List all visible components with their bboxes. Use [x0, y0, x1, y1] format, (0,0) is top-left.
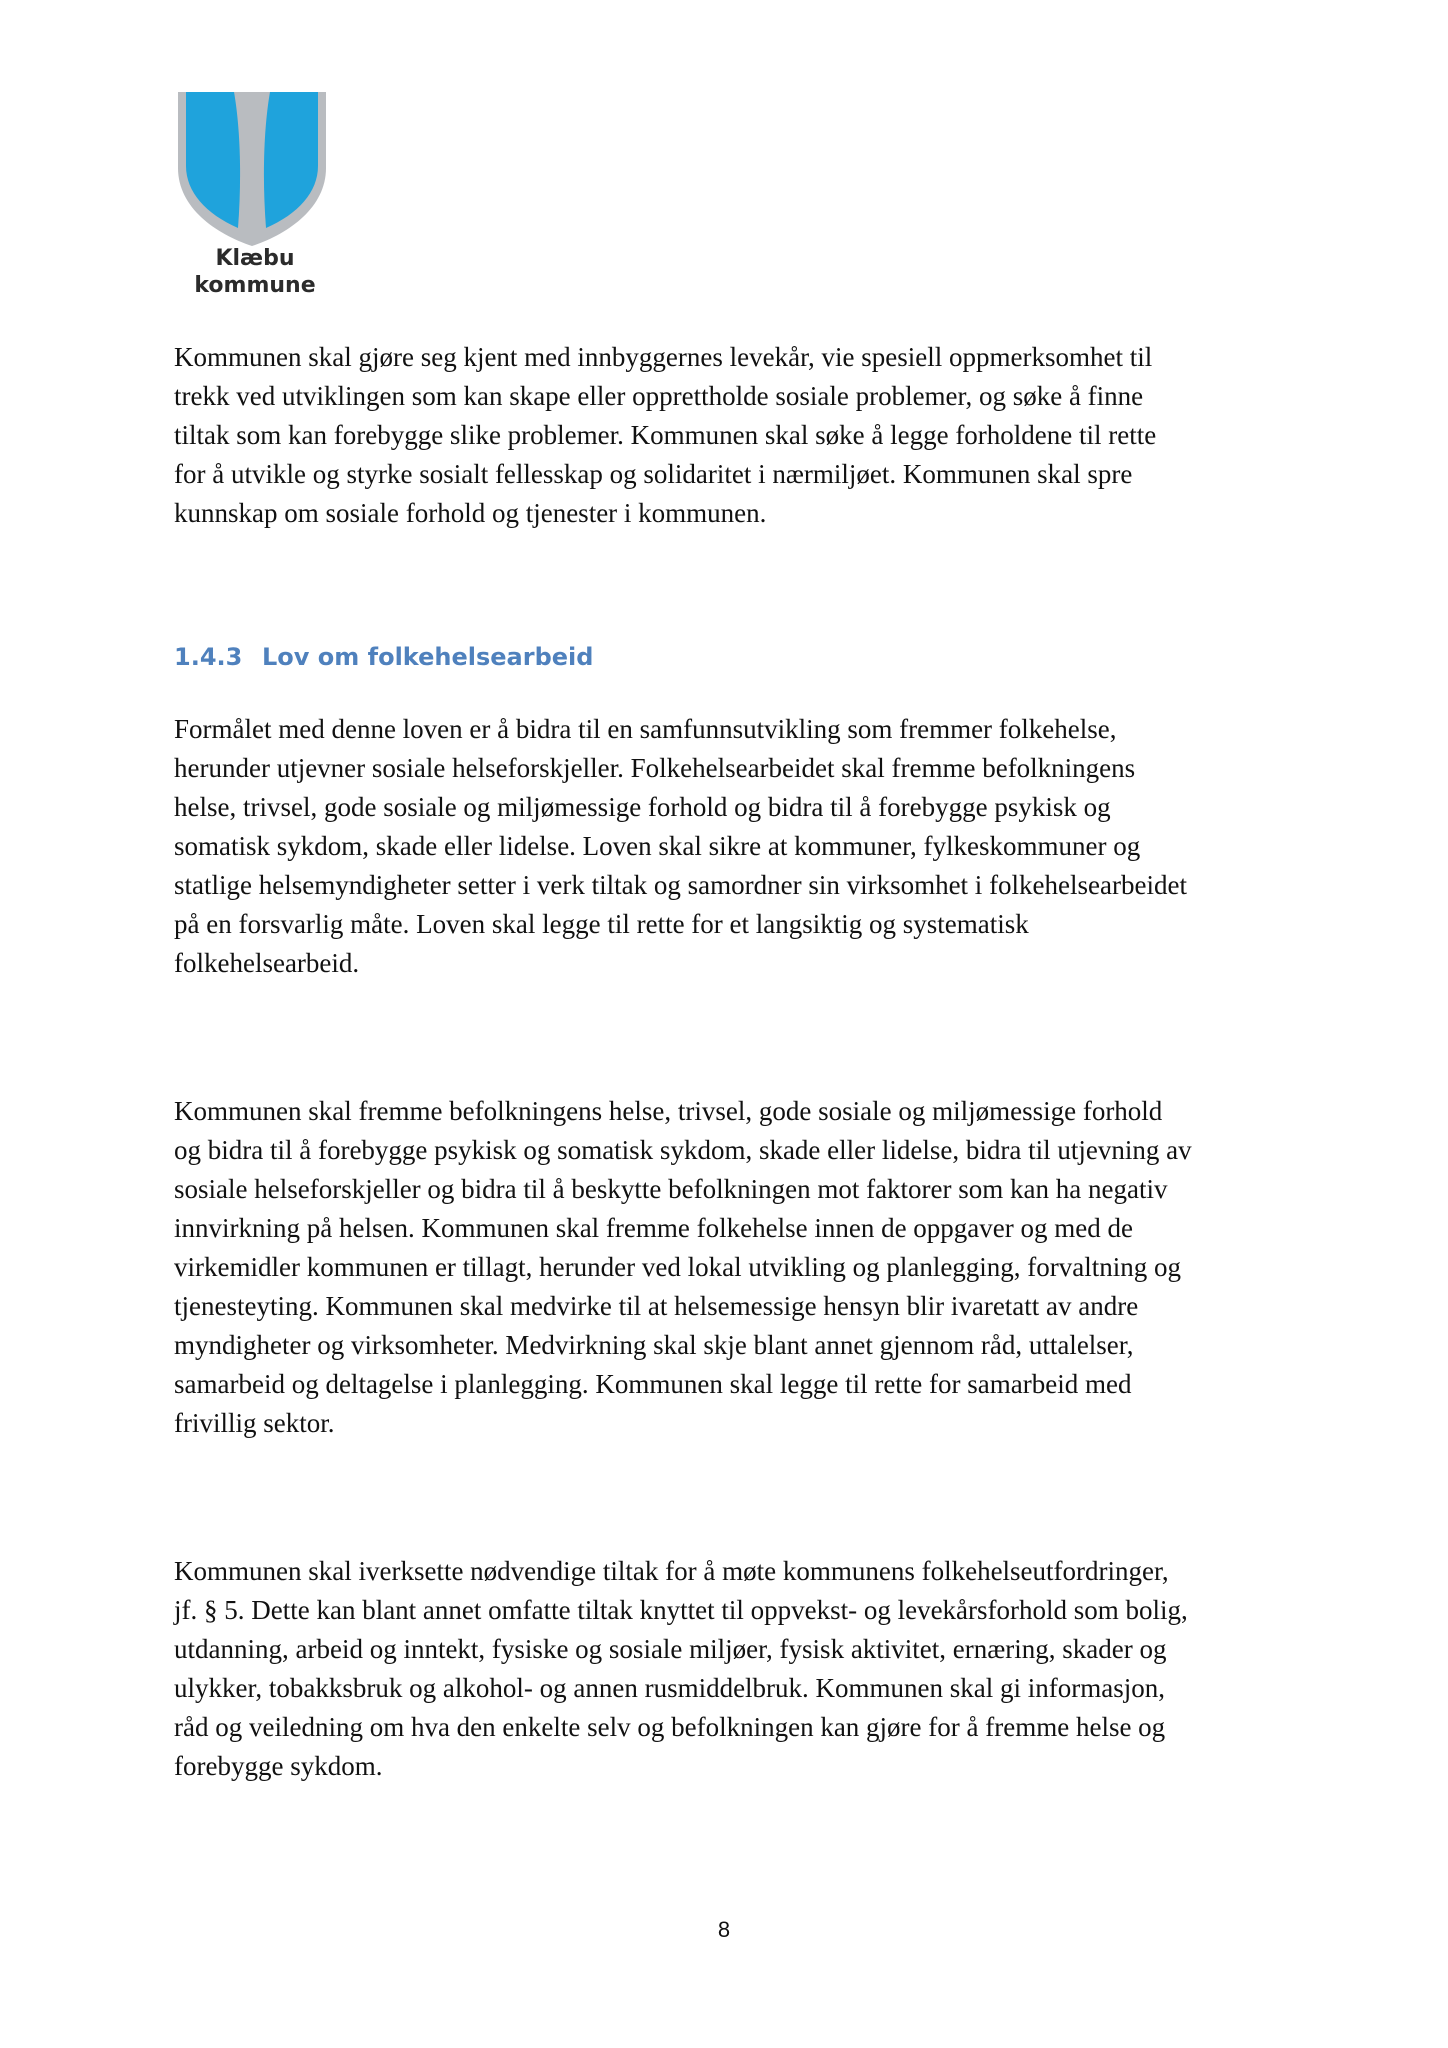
text-line: tiltak som kan forebygge slike problemer. Kommunen skal søke å legge forholdene til rette: [174, 420, 1157, 450]
text-line: for å utvikle og styrke sosialt fellesskap og solidaritet i nærmiljøet. Kommunen skal spre: [174, 459, 1133, 489]
text-line: Kommunen skal fremme befolkningens helse, trivsel, gode sosiale og miljømessige forhold: [174, 1096, 1163, 1126]
text-line: utdanning, arbeid og inntekt, fysiske og sosiale miljøer, fysisk aktivitet, ernæring, skader og: [174, 1634, 1167, 1664]
text-line: myndigheter og virksomheter. Medvirkning skal skje blant annet gjennom råd, uttalelser,: [174, 1330, 1134, 1360]
text-line: kunnskap om sosiale forhold og tjenester i kommunen.: [174, 498, 767, 528]
text-line: ulykker, tobakksbruk og alkohol- og annen rusmiddelbruk. Kommunen skal gi informasjon,: [174, 1673, 1166, 1703]
text-line: helse, trivsel, gode sosiale og miljømessige forhold og bidra til å forebygge psykisk og: [174, 792, 1111, 822]
section-heading: [174, 640, 593, 674]
text-line: råd og veiledning om hva den enkelte selv og befolkningen kan gjøre for å fremme helse og: [174, 1712, 1166, 1742]
purpose-paragraph: [174, 710, 1294, 983]
intro-paragraph: [174, 338, 1294, 533]
municipality-logo: [176, 86, 334, 306]
section-title: Lov om folkehelsearbeid: [262, 643, 594, 671]
municipality-duties-paragraph: [174, 1092, 1294, 1443]
text-line: innvirkning på helsen. Kommunen skal fremme folkehelse innen de oppgaver og med de: [174, 1213, 1133, 1243]
logo-subtitle: kommune: [194, 273, 316, 298]
text-line: trekk ved utviklingen som kan skape eller opprettholde sosiale problemer, og søke å finne: [174, 381, 1144, 411]
text-line: frivillig sektor.: [174, 1408, 335, 1438]
coat-of-arms-icon: [176, 86, 334, 246]
text-line: Kommunen skal gjøre seg kjent med innbyggernes levekår, vie spesiell oppmerksomhet til: [174, 342, 1153, 372]
text-line: på en forsvarlig måte. Loven skal legge til rette for et langsiktig og systematisk: [174, 909, 1029, 939]
text-line: virkemidler kommunen er tillagt, herunder ved lokal utvikling og planlegging, forvaltning og: [174, 1252, 1182, 1282]
text-line: herunder utjevner sosiale helseforskjeller. Folkehelsearbeidet skal fremme befolkningens: [174, 753, 1136, 783]
text-line: sosiale helseforskjeller og bidra til å beskytte befolkningen mot faktorer som kan ha negativ: [174, 1174, 1168, 1204]
logo-name: Klæbu: [215, 246, 295, 271]
text-line: jf. § 5. Dette kan blant annet omfatte tiltak knyttet til oppvekst- og levekårsforhold som bolig,: [174, 1595, 1188, 1625]
text-line: statlige helsemyndigheter setter i verk tiltak og samordner sin virksomhet i folkehelsearbeidet: [174, 870, 1187, 900]
page-number: 8: [717, 1917, 731, 1942]
text-line: tjenesteyting. Kommunen skal medvirke til at helsemessige hensyn blir ivaretatt av andre: [174, 1291, 1139, 1321]
text-line: forebygge sykdom.: [174, 1751, 383, 1781]
text-line: og bidra til å forebygge psykisk og somatisk sykdom, skade eller lidelse, bidra til utjevning av: [174, 1135, 1192, 1165]
text-line: samarbeid og deltagelse i planlegging. Kommunen skal legge til rette for samarbeid med: [174, 1369, 1132, 1399]
text-line: Kommunen skal iverksette nødvendige tiltak for å møte kommunens folkehelseutfordringer,: [174, 1556, 1169, 1586]
text-line: somatisk sykdom, skade eller lidelse. Loven skal sikre at kommuner, fylkeskommuner og: [174, 831, 1141, 861]
section-number: 1.4.3: [174, 643, 243, 671]
text-line: Formålet med denne loven er å bidra til en samfunnsutvikling som fremmer folkehelse,: [174, 714, 1117, 744]
measures-paragraph: [174, 1552, 1294, 1786]
text-line: folkehelsearbeid.: [174, 948, 360, 978]
